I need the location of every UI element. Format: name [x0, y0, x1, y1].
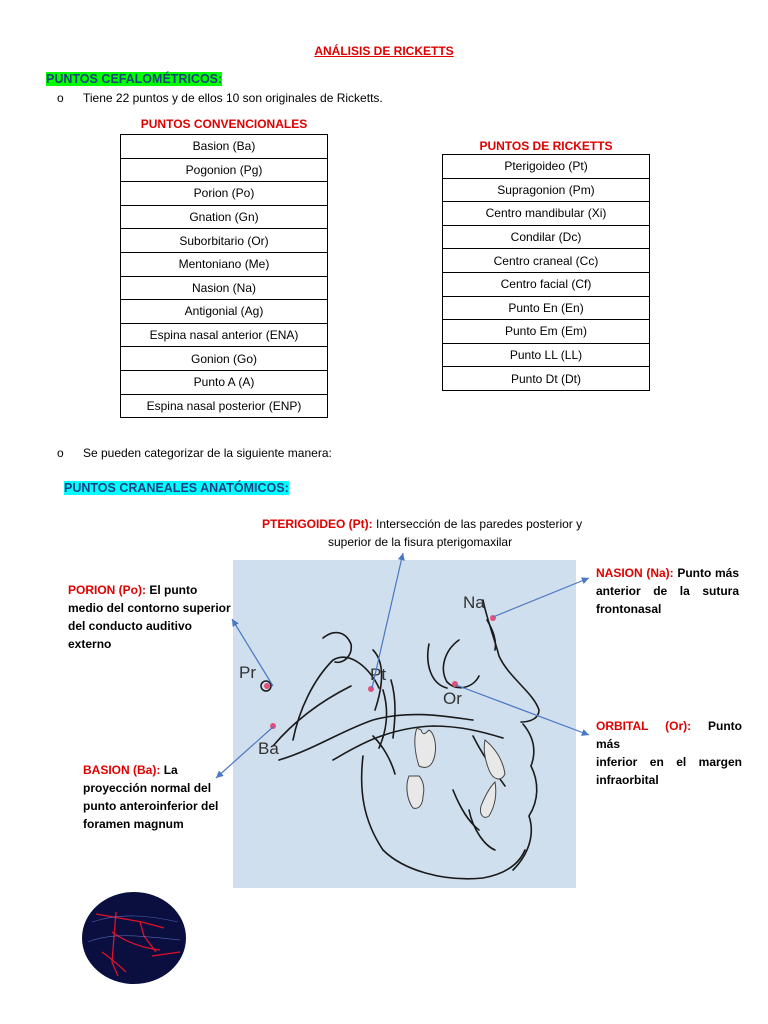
conventional-point-cell: Antigonial (Ag) [121, 300, 328, 324]
annotation-line: frontonasal [596, 602, 662, 616]
ricketts-point-cell: Centro facial (Cf) [443, 272, 650, 296]
annotation-line: infraorbital [596, 773, 659, 787]
conventional-point-cell: Punto A (A) [121, 370, 328, 394]
annotation-key: NASION (Na): [596, 566, 674, 580]
annotation-line: proyección normal del [83, 781, 212, 795]
annotation-line: Intersección de las paredes posterior y [376, 517, 583, 531]
ricketts-point-cell: Punto LL (LL) [443, 343, 650, 367]
bullet-text: Tiene 22 puntos y de ellos 10 son originales de Ricketts. [83, 91, 383, 105]
annotation-key: ORBITAL (Or): [596, 719, 692, 733]
annotation-key: BASION (Ba): [83, 763, 161, 777]
section-heading-text: PUNTOS CEFALOMÉTRICOS: [46, 72, 223, 86]
ricketts-point-cell: Pterigoideo (Pt) [443, 155, 650, 179]
conventional-point-cell: Porion (Po) [121, 182, 328, 206]
annotation-line: superior de la fisura pterigomaxilar [328, 535, 513, 549]
annotation-line: inferior en el margen [596, 755, 742, 769]
ricketts-point-cell: Punto Dt (Dt) [443, 367, 650, 391]
annotation-nasion [596, 564, 739, 618]
ricketts-point-cell: Supragonion (Pm) [443, 178, 650, 202]
conventional-point-cell: Gnation (Gn) [121, 205, 328, 229]
annotation-line: del conducto auditivo [68, 619, 193, 633]
conventional-point-cell: Espina nasal anterior (ENA) [121, 323, 328, 347]
ricketts-point-cell: Punto En (En) [443, 296, 650, 320]
figure-label-or: Or [443, 689, 462, 708]
page-title: ANÁLISIS DE RICKETTS [314, 44, 454, 58]
ricketts-heading: PUNTOS DE RICKETTS [479, 139, 613, 153]
annotation-key: PORION (Po): [68, 583, 146, 597]
annotation-line: anterior de la sutura [596, 584, 739, 598]
annotation-line: El punto [149, 583, 198, 597]
figure-label-na: Na [463, 593, 485, 612]
annotation-line: punto anteroinferior del [83, 799, 219, 813]
annotation-orbital [596, 717, 742, 789]
figure-label-pt: Pt [370, 665, 387, 684]
bullet-text-2: Se pueden categorizar de la siguiente manera: [83, 446, 332, 460]
ricketts-point-cell: Punto Em (Em) [443, 320, 650, 344]
annotation-line: Punto más [677, 566, 739, 580]
conventional-point-cell: Nasion (Na) [121, 276, 328, 300]
annotation-line: foramen magnum [83, 817, 184, 831]
annotation-line: La [163, 763, 178, 777]
bullet-marker: o [57, 91, 64, 105]
conventional-heading: PUNTOS CONVENCIONALES [140, 117, 308, 131]
conventional-point-cell: Mentoniano (Me) [121, 252, 328, 276]
annotation-line: medio del contorno superior [68, 601, 231, 615]
annotation-porion [68, 581, 234, 653]
conventional-point-cell: Espina nasal posterior (ENP) [121, 394, 328, 418]
conventional-point-cell: Gonion (Go) [121, 347, 328, 371]
conventional-point-cell: Pogonion (Pg) [121, 158, 328, 182]
bullet-marker-2: o [57, 446, 64, 460]
conventional-point-cell: Basion (Ba) [121, 135, 328, 159]
xray-thumbnail [82, 892, 186, 984]
ricketts-point-cell: Condilar (Dc) [443, 225, 650, 249]
figure-label-ba: Ba [258, 739, 279, 758]
annotation-line: externo [68, 637, 112, 651]
xray-tracing [82, 892, 186, 984]
ricketts-point-cell: Centro craneal (Cc) [443, 249, 650, 273]
annotation-key: PTERIGOIDEO (Pt): [262, 517, 373, 531]
annotation-basion [83, 761, 243, 833]
ricketts-point-cell: Centro mandibular (Xi) [443, 202, 650, 226]
conventional-point-cell: Suborbitario (Or) [121, 229, 328, 253]
annotation-line: Punto más [596, 719, 742, 751]
section-heading-text-2: PUNTOS CRANEALES ANATÓMICOS: [64, 481, 289, 495]
figure-label-pr: Pr [239, 663, 256, 682]
